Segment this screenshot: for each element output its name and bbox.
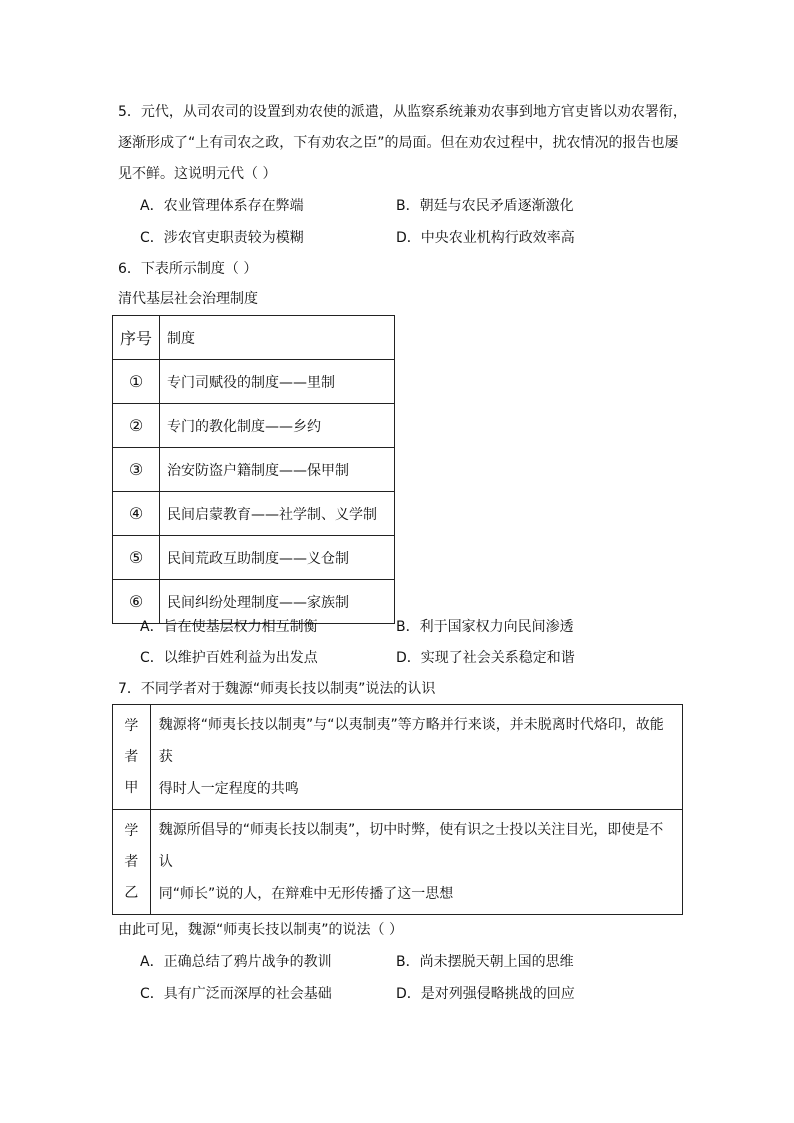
q6-option-b[interactable]: B．利于国家权力向民间渗透 (396, 619, 574, 635)
scholar-label-char: 者 (124, 748, 139, 765)
table-row (113, 536, 395, 580)
q5-option-b[interactable]: B．朝廷与农民矛盾逐渐激化 (396, 198, 574, 214)
row-index: ⑤ (113, 536, 160, 580)
row-index: ③ (113, 448, 160, 492)
header-index: 序号 (113, 316, 160, 360)
q7-option-c[interactable]: C．具有广泛而深厚的社会基础 (140, 986, 332, 1002)
table-header-row (113, 316, 395, 360)
q5-stem-line-2: 逐渐形成了“上有司农之政，下有劝农之臣”的局面。但在劝农过程中，扰农情况的报告也屡 (118, 135, 679, 151)
q7-table (112, 704, 683, 915)
q7-question: 由此可见，魏源“师夷长技以制夷”的说法（ ） (118, 922, 403, 938)
scholar-label-char: 学 (124, 717, 139, 734)
q7-option-b[interactable]: B．尚未摆脱天朝上国的思维 (396, 954, 574, 970)
q5-stem-line-3: 见不鲜。这说明元代（ ） (118, 166, 277, 182)
scholar-label-char: 者 (124, 853, 139, 870)
scholar-label-char: 学 (124, 822, 139, 839)
table-row (113, 492, 395, 536)
q7-option-d[interactable]: D．是对列强侵略挑战的回应 (396, 986, 575, 1002)
header-system: 制度 (160, 316, 395, 360)
q6-option-d[interactable]: D．实现了社会关系稳定和谐 (396, 650, 575, 666)
table-row (113, 448, 395, 492)
scholar-a-label (113, 705, 151, 810)
view-line: 魏源将“师夷长技以制夷”与“以夷制夷”等方略并行来谈，并未脱离时代烙印，故能获 (158, 717, 664, 765)
q5-option-c[interactable]: C．涉农官吏职责较为模糊 (140, 230, 304, 246)
row-system: 专门的教化制度——乡约 (160, 404, 395, 448)
q5-stem-line-1: 5．元代，从司农司的设置到劝农使的派遣，从监察系统兼劝农事到地方官吏皆以劝农署衔， (118, 104, 687, 120)
q7-option-a[interactable]: A．正确总结了鸦片战争的教训 (140, 954, 332, 970)
row-system: 民间纠纷处理制度——家族制 (160, 580, 395, 624)
q5-option-d[interactable]: D．中央农业机构行政效率高 (396, 230, 575, 246)
row-index: ② (113, 404, 160, 448)
scholar-label-char: 甲 (124, 779, 139, 796)
row-system: 专门司赋役的制度——里制 (160, 360, 395, 404)
table-row (113, 705, 683, 810)
scholar-b-label (113, 810, 151, 915)
view-line: 同“师长”说的人，在辩难中无形传播了这一思想 (158, 886, 454, 902)
q6-stem: 6．下表所示制度（ ） (118, 261, 258, 277)
row-system: 民间启蒙教育——社学制、义学制 (160, 492, 395, 536)
q6-table (112, 315, 395, 624)
q6-table-title: 清代基层社会治理制度 (118, 291, 258, 307)
table-row (113, 810, 683, 915)
q7-stem: 7．不同学者对于魏源“师夷长技以制夷”说法的认识 (118, 681, 436, 697)
view-line: 得时人一定程度的共鸣 (158, 781, 299, 797)
q6-option-c[interactable]: C．以维护百姓利益为出发点 (140, 650, 318, 666)
row-index: ① (113, 360, 160, 404)
view-line: 魏源所倡导的“师夷长技以制夷”，切中时弊，使有识之士投以关注目光，即使是不认 (158, 822, 664, 870)
row-system: 治安防盗户籍制度——保甲制 (160, 448, 395, 492)
q6-option-a[interactable]: A．旨在使基层权力相互制衡 (140, 619, 318, 635)
row-index: ⑥ (113, 580, 160, 624)
q5-option-a[interactable]: A．农业管理体系存在弊端 (140, 198, 304, 214)
scholar-b-view (150, 810, 682, 915)
scholar-label-char: 乙 (124, 884, 139, 901)
scholar-a-view (150, 705, 682, 810)
table-row (113, 360, 395, 404)
row-index: ④ (113, 492, 160, 536)
table-row (113, 404, 395, 448)
row-system: 民间荒政互助制度——义仓制 (160, 536, 395, 580)
